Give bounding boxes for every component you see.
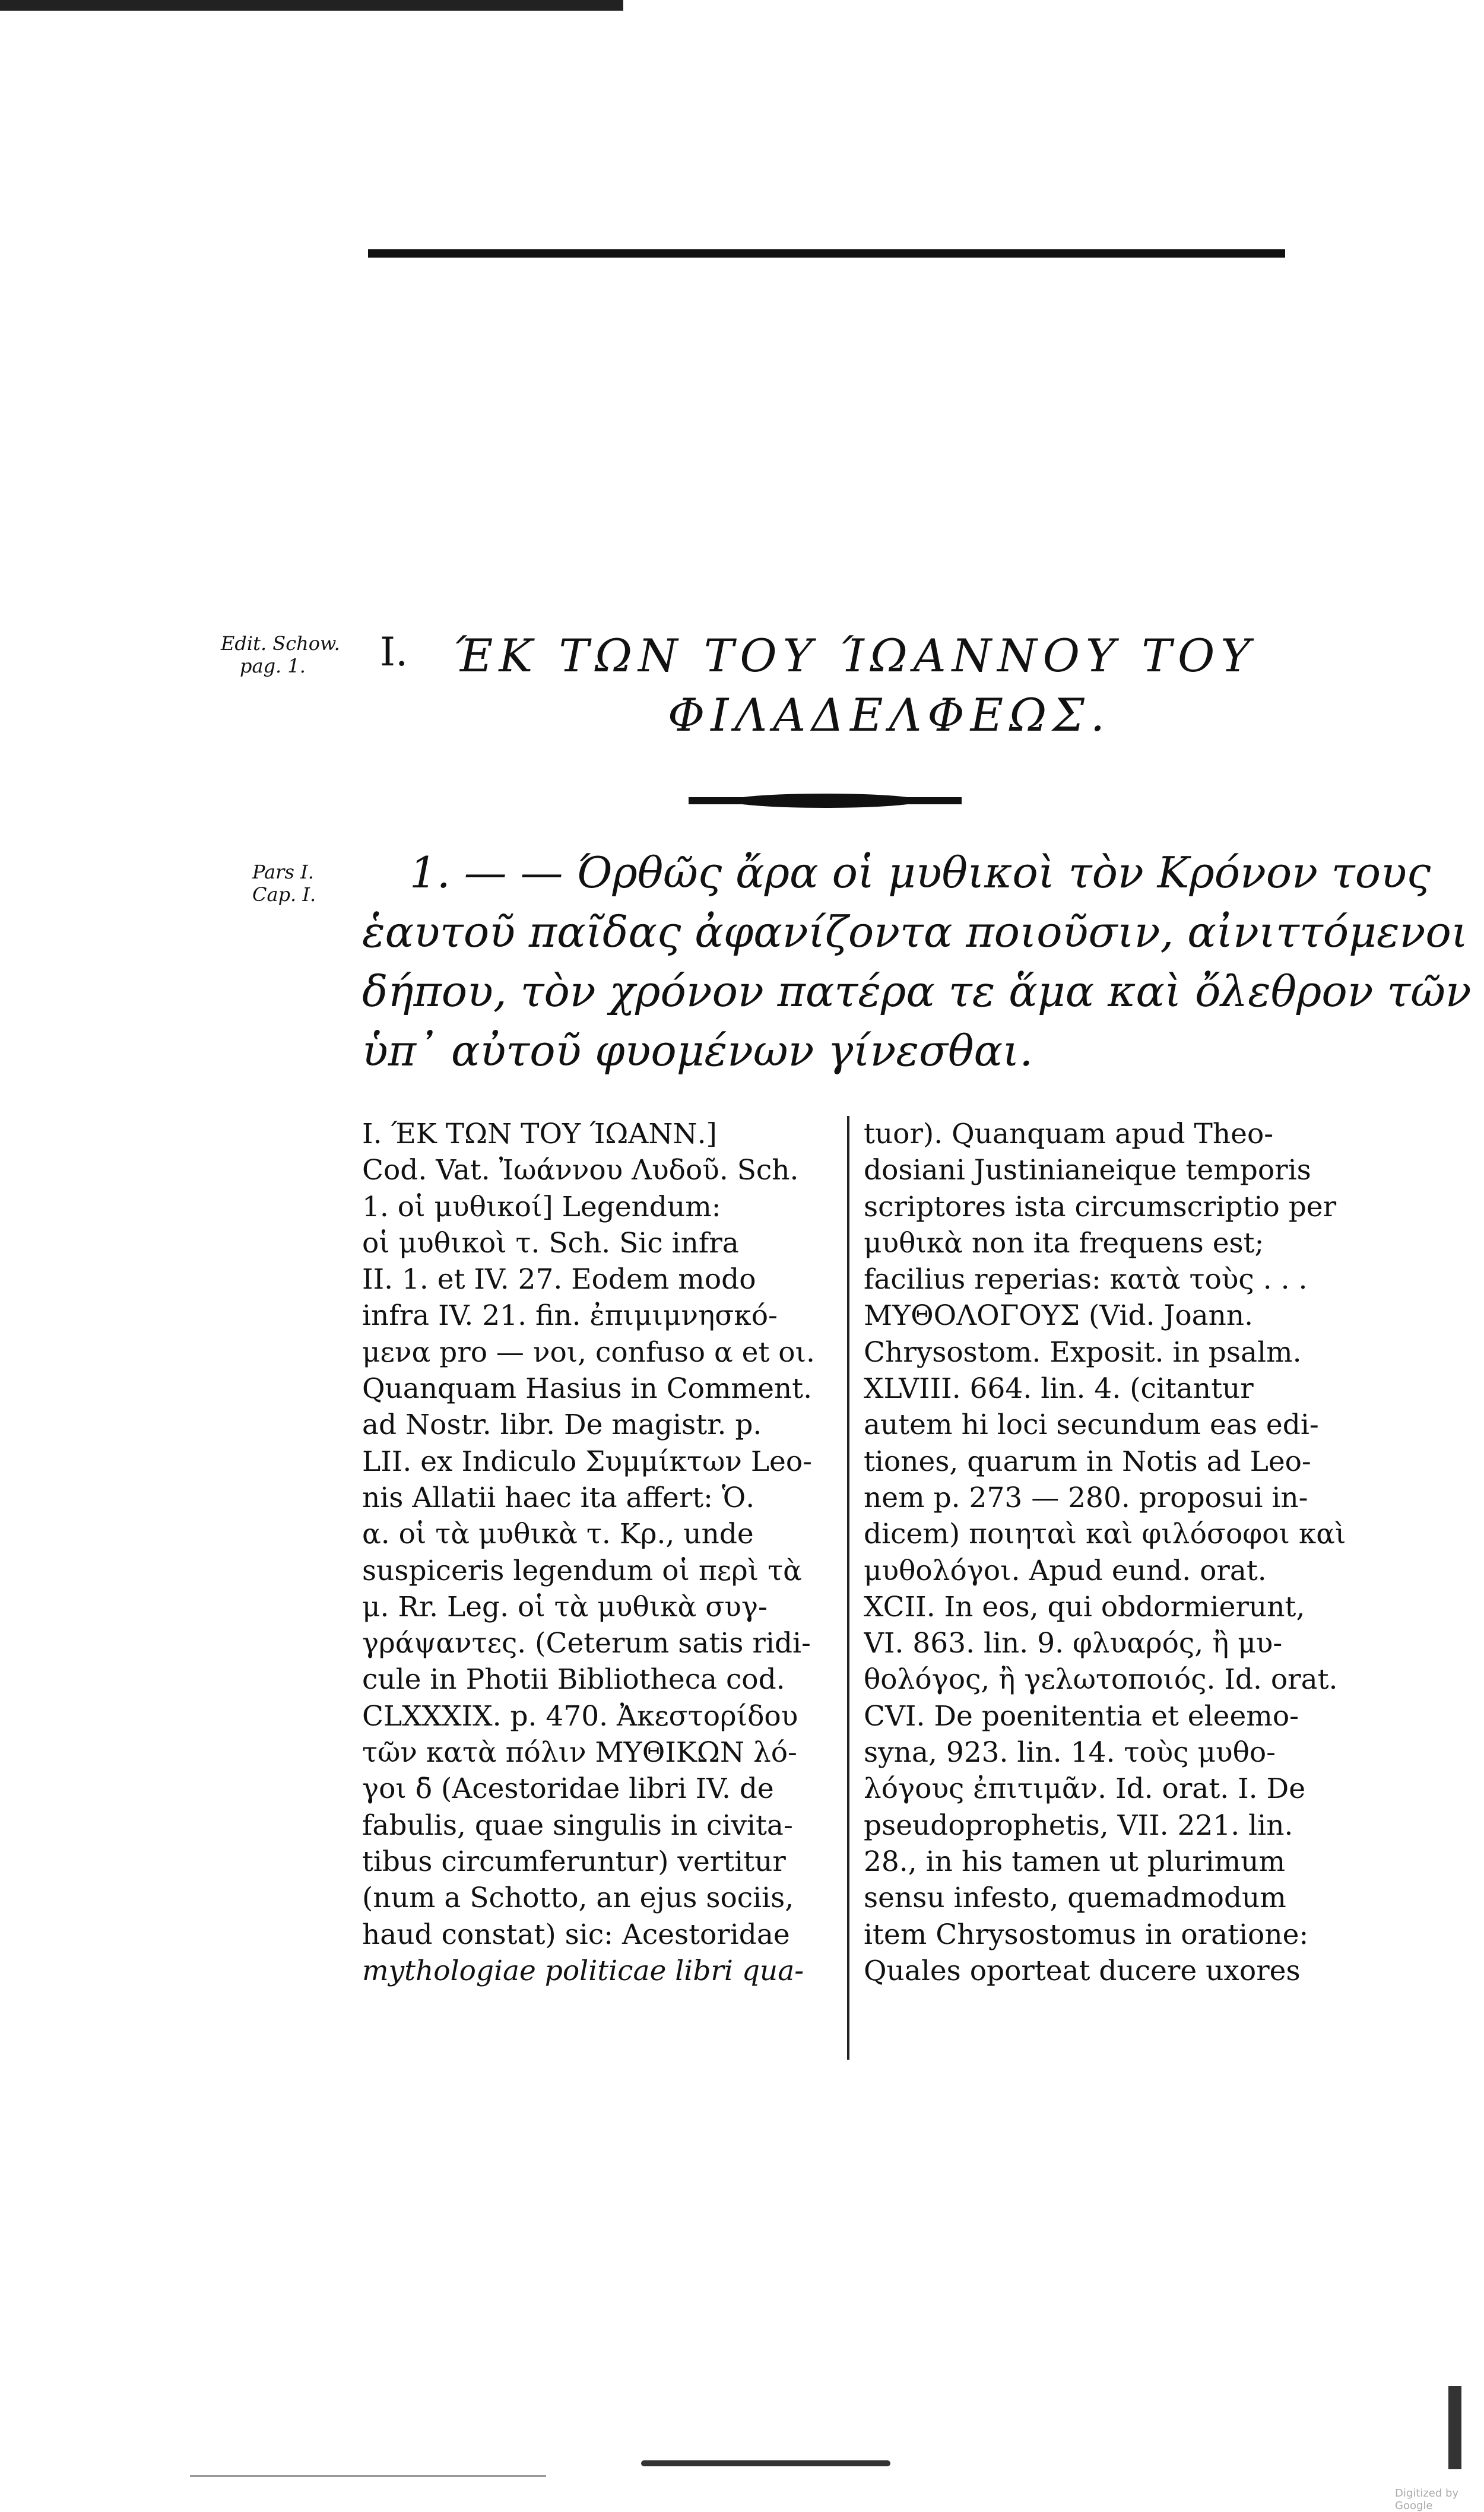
note-line: θολόγος, ἢ γελωτοποιός. Id. orat.: [864, 1663, 1338, 1696]
note-line: XLVIII. 664. lin. 4. (citantur: [864, 1372, 1254, 1406]
note-line: μενα pro — νοι, confuso α et οι.: [362, 1336, 815, 1369]
margin-edition-note: [221, 632, 340, 677]
note-line: VI. 863. lin. 9. φλυαρός, ἢ μυ-: [864, 1627, 1283, 1660]
note-line: facilius reperias: κατὰ τοὺς . . .: [864, 1263, 1308, 1296]
note-line: CVI. De poenitentia et eleemo-: [864, 1699, 1299, 1733]
note-line: μ. Rr. Leg. οἱ τὰ μυθικὰ συγ-: [362, 1590, 768, 1623]
note-line: fabulis, quae singulis in civita-: [362, 1809, 793, 1842]
section-heading-line1: ΈΚ ΤΩΝ ΤΟΥ ΊΩΑΝΝΟΥ ΤΟΥ: [452, 629, 1257, 682]
column-divider: [847, 1116, 849, 2060]
note-line: ΜΥΘΟΛΟΓΟΥΣ (Vid. Joann.: [864, 1299, 1254, 1333]
bottom-rule: [641, 2460, 890, 2466]
note-line: LII. ex Indiculo Συμμίκτων Leo-: [362, 1445, 813, 1478]
note-line: μυθικὰ non ita frequens est;: [864, 1226, 1264, 1260]
note-line: tiones, quarum in Notis ad Leo-: [864, 1445, 1311, 1478]
note-line: nis Allatii haec ita affert: Ὁ.: [362, 1481, 755, 1514]
notes-left-column: [362, 1116, 831, 1989]
note-line: mythologiae politicae libri qua-: [362, 1954, 804, 1987]
greek-line: 1. — — Όρθῶς ἄρα οἱ μυθικοὶ τὸν Κρόνον τους: [410, 848, 1431, 897]
notes-right-column: [864, 1116, 1350, 1989]
bottom-scan-mark: [190, 2475, 546, 2477]
greek-passage: [362, 843, 1472, 1080]
margin-page-line: pag. 1.: [240, 655, 306, 677]
note-line: tuor). Quanquam apud Theo-: [864, 1118, 1274, 1150]
note-line: scriptores ista circumscriptio per: [864, 1190, 1337, 1223]
digitized-watermark: Digitized by Google: [1395, 2487, 1459, 2512]
note-line: (num a Schotto, an ejus sociis,: [362, 1882, 794, 1915]
greek-line: δήπου, τὸν χρόνον πατέρα τε ἅμα καὶ ὄλεθρον τῶν: [362, 966, 1472, 1016]
margin-part-line: Pars I.: [252, 861, 314, 883]
note-line: α. οἱ τὰ μυθικὰ τ. Κρ., unde: [362, 1518, 754, 1551]
note-line: CLXXXIX. p. 470. Ἀκεστορίδου: [362, 1699, 798, 1733]
note-line: XCII. In eos, qui obdormierunt,: [864, 1590, 1305, 1623]
note-line: Quales oporteat ducere uxores: [864, 1954, 1301, 1987]
note-line: λόγους ἐπιτιμᾶν. Id. orat. I. De: [864, 1772, 1306, 1806]
note-line: Cod. Vat. Ἰωάννου Λυδοῦ. Sch.: [362, 1154, 799, 1187]
note-line: syna, 923. lin. 14. τοὺς μυθο-: [864, 1736, 1276, 1769]
margin-edit-line: Edit. Schow.: [221, 632, 340, 655]
section-heading-line2: ΦΙΛΑΔΕΛΦΕΩΣ.: [668, 689, 1111, 741]
note-line: cule in Photii Bibliotheca cod.: [362, 1663, 785, 1696]
note-line: pseudoprophetis, VII. 221. lin.: [864, 1809, 1293, 1842]
note-line: II. 1. et IV. 27. Eodem modo: [362, 1263, 756, 1296]
margin-chapter-line: Cap. I.: [252, 883, 316, 906]
heading-ornament-rule: [689, 797, 962, 804]
note-line: γράψαντες. (Ceterum satis ridi-: [362, 1627, 811, 1660]
note-line: haud constat) sic: Acestoridae: [362, 1918, 790, 1951]
note-line: Quanquam Hasius in Comment.: [362, 1372, 813, 1406]
note-line: ad Nostr. libr. De magistr. p.: [362, 1409, 762, 1442]
note-line: 1. οἱ μυθικοί] Legendum:: [362, 1190, 721, 1223]
page-edge-mark: [1448, 2386, 1461, 2469]
greek-line: ἑαυτοῦ παῖδας ἀφανίζοντα ποιοῦσιν, αἰνιττόμενοι: [362, 907, 1468, 957]
note-line: Chrysostom. Exposit. in psalm.: [864, 1336, 1302, 1369]
top-rule: [368, 249, 1285, 258]
note-line: sensu infesto, quemadmodum: [864, 1882, 1286, 1915]
note-line: suspiceris legendum οἱ περὶ τὰ: [362, 1554, 802, 1587]
note-line: μυθολόγοι. Apud eund. orat.: [864, 1554, 1267, 1587]
note-line: γοι δ̄ (Acestoridae libri IV. de: [362, 1772, 774, 1806]
note-line: τῶν κατὰ πόλιν ΜΥΘΙΚΩΝ λό-: [362, 1736, 797, 1769]
note-line: tibus circumferuntur) vertitur: [362, 1845, 786, 1878]
greek-line: ὑπ᾽ αὐτοῦ φυομένων γίνεσθαι.: [362, 1026, 1033, 1076]
note-line: dosiani Justinianeique temporis: [864, 1154, 1311, 1187]
section-number: I.: [380, 629, 408, 675]
note-line: οἱ μυθικοὶ τ. Sch. Sic infra: [362, 1226, 739, 1260]
margin-part-note: [252, 861, 316, 906]
note-line: I. ΈΚ ΤΩΝ ΤΟΥ ΊΩΑΝΝ.]: [362, 1118, 717, 1150]
note-line: nem p. 273 — 280. proposui in-: [864, 1481, 1308, 1514]
top-scan-edge: [0, 0, 623, 11]
note-line: autem hi loci secundum eas edi-: [864, 1409, 1319, 1442]
note-line: 28., in his tamen ut plurimum: [864, 1845, 1286, 1878]
note-line: infra IV. 21. fin. ἐπιμιμνησκό-: [362, 1299, 778, 1333]
note-line: item Chrysostomus in oratione:: [864, 1918, 1309, 1951]
note-line: dicem) ποιηταὶ καὶ φιλόσοφοι καὶ: [864, 1518, 1346, 1551]
